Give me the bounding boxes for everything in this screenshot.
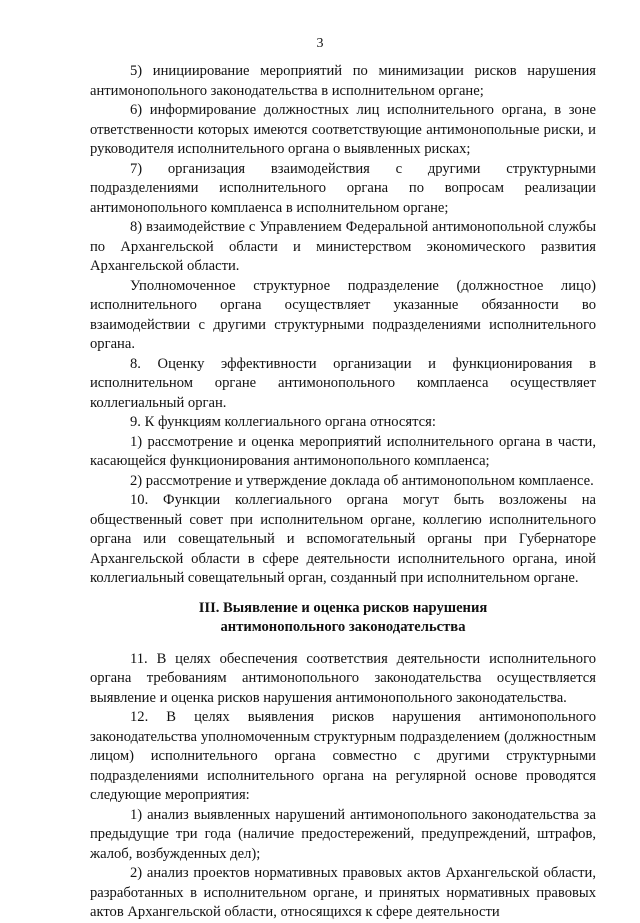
clause-12: 12. В целях выявления рисков нарушения антимонопольного законодательства уполномоченным структурным подразделением (должностным лицом) исполнительного органа совместно с другими структурными подразделениями исполнительного органа на регулярной основе проводятся следующие мероприятия: xyxy=(90,709,596,803)
page-number: 3 xyxy=(316,36,324,51)
clause-8: 8. Оценку эффективности организации и функционирования в исполнительном органе антимонопольного комплаенса осуществляет коллегиальный орган. xyxy=(90,355,596,411)
section-heading xyxy=(90,599,596,638)
list-item-8: 8) взаимодействие с Управлением Федеральной антимонопольной службы по Архангельской области и министерством экономического развития Архангельской области. xyxy=(90,219,596,274)
clause-11: 11. В целях обеспечения соответствия деятельности исполнительного органа требованиям антимонопольного законодательства осуществляется выявление и оценка рисков нарушения антимонопольного законодательства. xyxy=(90,650,596,706)
list-item-6: 6) информирование должностных лиц исполнительного органа, в зоне ответственности которых имеются соответствующие антимонопольные риски, и руководителя исполнительного органа о выявленных рисках; xyxy=(90,102,596,157)
clause-12-item-1: 1) анализ выявленных нарушений антимонопольного законодательства за предыдущие три года (наличие предостережений, предупреждений, штрафов, жалоб, возбужденных дел); xyxy=(90,806,596,862)
clause-9-item-1: 1) рассмотрение и оценка мероприятий исполнительного органа в части, касающейся функционирования антимонопольного комплаенса; xyxy=(90,433,596,469)
clause-9-item-2: 2) рассмотрение и утверждение доклада об антимонопольном комплаенсе. xyxy=(130,472,594,489)
clause-10: 10. Функции коллегиального органа могут быть возложены на общественный совет при исполнительном органе, коллегию исполнительного органа или совещательный и вспомогательный органы при Губернаторе Архангельской области в сфере деятельности исполнительного органа, иной коллегиальный совещательный орган, созданный при исполнительном органе. xyxy=(90,492,596,586)
clause-12-item-2: 2) анализ проектов нормативных правовых актов Архангельской области, разработанных в исполнительном органе, и принятых нормативных правовых актов Архангельской области, относящихся к сфере деятельности xyxy=(90,865,596,920)
section-heading-line-1: III. Выявление и оценка рисков нарушения xyxy=(198,599,488,616)
section-heading-line-2: антимонопольного законодательства xyxy=(220,619,466,635)
list-item-7: 7) организация взаимодействия с другими структурными подразделениями исполнительного органа по вопросам реализации антимонопольного комплаенса в исполнительном органе; xyxy=(90,160,596,216)
list-item-5: 5) инициирование мероприятий по минимизации рисков нарушения антимонопольного законодательства в исполнительном органе; xyxy=(90,63,596,99)
paragraph-authorized-unit: Уполномоченное структурное подразделение (должностное лицо) исполнительного органа осуществляет указанные обязанности во взаимодействии с другими структурными подразделениями исполнительного органа. xyxy=(90,277,596,352)
document-body xyxy=(90,62,596,923)
clause-9: 9. К функциям коллегиального органа относятся: xyxy=(130,414,436,430)
